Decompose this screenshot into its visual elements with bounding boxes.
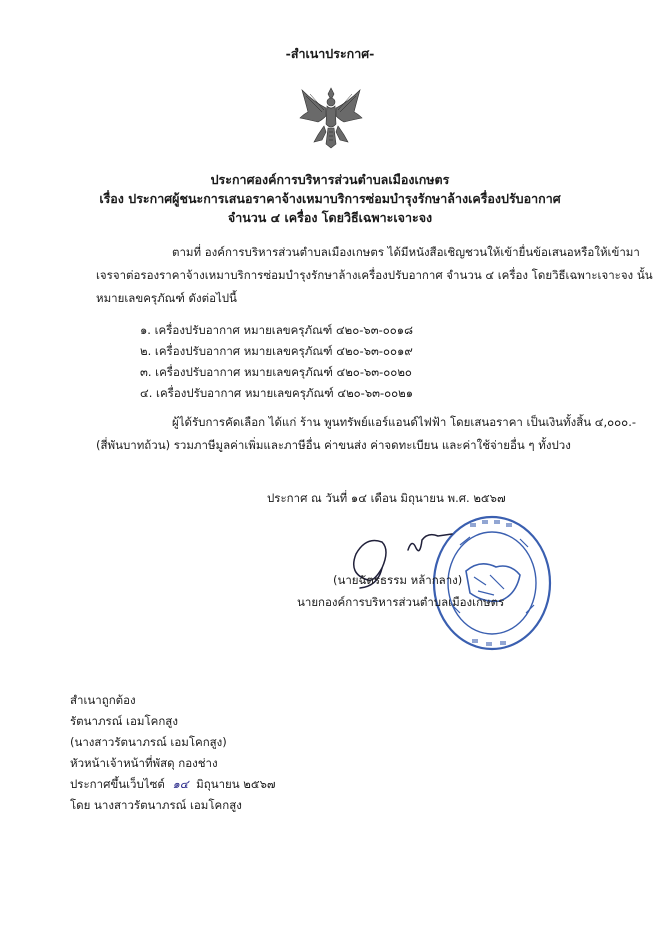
- title-line-3: จำนวน ๔ เครื่อง โดยวิธีเฉพาะเจาะจง: [227, 210, 433, 225]
- cert-line-5-pre: ประกาศขึ้นเว็บไซต์: [70, 777, 165, 791]
- signer-position: นายกองค์การบริหารส่วนตำบลเมืองเกษตร: [297, 595, 505, 609]
- list-item: ๔. เครื่องปรับอากาศ หมายเลขครุภัณฑ์ ๔๒๐-๖๓-๐๐๒๑: [140, 386, 414, 400]
- cert-line-5-day: ๑๔: [172, 777, 189, 791]
- signer-name: (นายฉัตรธรรม หล้ากลาง): [333, 573, 463, 587]
- list-item: ๒. เครื่องปรับอากาศ หมายเลขครุภัณฑ์ ๔๒๐-๖๓-๐๐๑๙: [140, 344, 413, 358]
- para1-line-2: เจรจาต่อรองราคาจ้างเหมาบริการซ่อมบำรุงรักษาล้างเครื่องปรับอากาศ จำนวน ๔ เครื่อง โดยวิธีเฉพาะเจาะจง นั้น: [96, 268, 653, 282]
- para1-line-1: ตามที่ องค์การบริหารส่วนตำบลเมืองเกษตร ได้มีหนังสือเชิญชวนให้เข้ายื่นข้อเสนอหรือให้เข้ามา: [172, 245, 640, 259]
- cert-line-5: [70, 776, 276, 794]
- list-item: ๑. เครื่องปรับอากาศ หมายเลขครุภัณฑ์ ๔๒๐-๖๓-๐๐๑๘: [140, 323, 413, 337]
- para2-line-1: ผู้ได้รับการคัดเลือก ได้แก่ ร้าน พูนทรัพย์แอร์แอนด์ไฟฟ้า โดยเสนอราคา เป็นเงินทั้งสิ้น ๔,๐๐๐.-: [172, 415, 636, 429]
- garuda-emblem-icon: [296, 84, 366, 152]
- list-item: ๓. เครื่องปรับอากาศ หมายเลขครุภัณฑ์ ๔๒๐-๖๓-๐๐๒๐: [140, 365, 412, 379]
- para2-line-2: (สี่พันบาทถ้วน) รวมภาษีมูลค่าเพิ่มและภาษีอื่น ค่าขนส่ง ค่าจดทะเบียน และค่าใช้จ่ายอื่น ๆ ทั้งปวง: [96, 438, 571, 452]
- cert-line-6: โดย นางสาวรัตนาภรณ์ เอมโคกสูง: [70, 798, 242, 812]
- para1-line-3: หมายเลขครุภัณฑ์ ดังต่อไปนี้: [96, 291, 237, 305]
- cert-line-2: รัตนาภรณ์ เอมโคกสูง: [70, 714, 178, 728]
- title-line-1: ประกาศองค์การบริหารส่วนตำบลเมืองเกษตร: [210, 172, 450, 187]
- copy-mark: -สำเนาประกาศ-: [285, 46, 375, 61]
- cert-line-3: (นางสาวรัตนาภรณ์ เอมโคกสูง): [70, 735, 227, 749]
- cert-line-5-post: มิถุนายน ๒๕๖๗: [196, 777, 276, 791]
- title-line-2: เรื่อง ประกาศผู้ชนะการเสนอราคาจ้างเหมาบริการซ่อมบำรุงรักษาล้างเครื่องปรับอากาศ: [99, 191, 561, 206]
- date-line: ประกาศ ณ วันที่ ๑๔ เดือน มิถุนายน พ.ศ. ๒๕๖๗: [267, 491, 506, 505]
- cert-line-1: สำเนาถูกต้อง: [70, 693, 136, 707]
- cert-line-4: หัวหน้าเจ้าหน้าที่พัสดุ กองช่าง: [70, 756, 218, 770]
